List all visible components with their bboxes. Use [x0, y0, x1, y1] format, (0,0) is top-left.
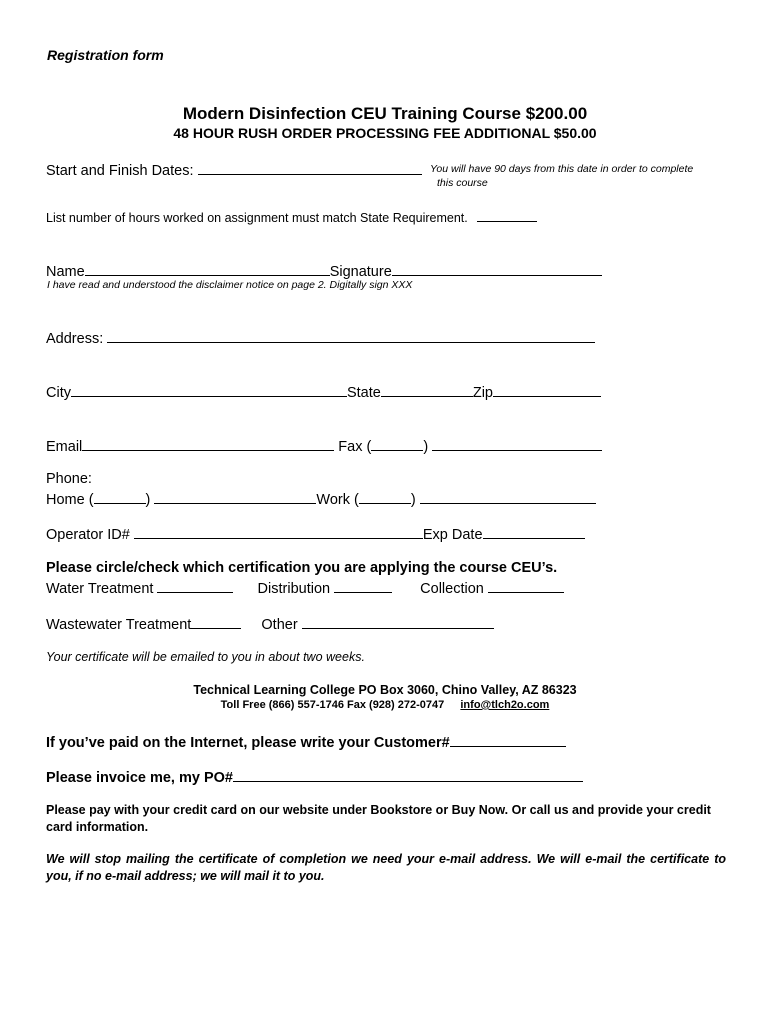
home-paren-close: )	[145, 492, 151, 508]
work-paren-close: )	[410, 492, 416, 508]
zip-field[interactable]	[493, 382, 601, 397]
phone-label: Phone:	[46, 471, 92, 487]
home-label: Home (	[46, 492, 94, 508]
work-number-field[interactable]	[420, 489, 596, 504]
dates-note-line1: You will have 90 days from this date in order to complete	[430, 163, 694, 175]
work-area-code-field[interactable]	[359, 489, 411, 504]
address-field[interactable]	[107, 328, 595, 343]
certification-heading: Please circle/check which certification you are applying the course CEU’s.	[46, 560, 558, 576]
collection-label: Collection	[420, 581, 484, 597]
city-state-zip-row	[46, 382, 601, 401]
city-label: City	[46, 385, 71, 401]
home-area-code-field[interactable]	[94, 489, 146, 504]
address-label: Address:	[46, 331, 104, 347]
hours-field[interactable]	[477, 209, 537, 222]
email-fax-row	[46, 436, 602, 455]
name-signature-row	[46, 261, 602, 280]
dates-field[interactable]	[198, 160, 422, 175]
water-treatment-label: Water Treatment	[46, 581, 154, 597]
city-field[interactable]	[71, 382, 347, 397]
operator-id-label: Operator ID#	[46, 527, 130, 543]
fax-paren-close: )	[423, 439, 429, 455]
rush-fee-notice: 48 HOUR RUSH ORDER PROCESSING FEE ADDITIONAL $50.00	[173, 125, 597, 141]
wastewater-treatment-field[interactable]	[191, 614, 241, 629]
po-number-label: Please invoice me, my PO#	[46, 770, 233, 786]
certificate-email-note: Your certificate will be emailed to you in about two weeks.	[46, 650, 365, 664]
work-label: Work (	[316, 492, 359, 508]
state-label: State	[346, 385, 381, 401]
name-field[interactable]	[85, 261, 330, 276]
disclaimer-note: I have read and understood the disclaimer notice on page 2. Digitally sign XXX	[47, 279, 413, 291]
water-treatment-field[interactable]	[157, 578, 233, 593]
address-row	[46, 328, 595, 347]
home-number-field[interactable]	[154, 489, 316, 504]
credit-card-instructions: Please pay with your credit card on our website under Bookstore or Buy Now. Or call us and provide your credit card information.	[46, 803, 711, 834]
zip-label: Zip	[472, 385, 493, 401]
registration-form-label: Registration form	[47, 47, 164, 63]
signature-field[interactable]	[392, 261, 602, 276]
fax-area-code-field[interactable]	[371, 436, 423, 451]
distribution-field[interactable]	[334, 578, 392, 593]
customer-number-label: If you’ve paid on the Internet, please write your Customer#	[46, 735, 450, 751]
college-address: Technical Learning College PO Box 3060, Chino Valley, AZ 86323	[193, 683, 577, 697]
distribution-label: Distribution	[257, 581, 331, 597]
contact-line	[0, 699, 770, 711]
certification-row-1	[46, 578, 564, 597]
certification-row-2	[46, 614, 494, 633]
operator-row	[46, 524, 585, 543]
hours-label: List number of hours worked on assignment must match State Requirement.	[46, 211, 468, 225]
mailing-notice: We will stop mailing the certificate of completion we need your e-mail address. We will e-mail the certificate to you, if no e-mail address; we will mail it to you.	[46, 852, 726, 883]
fax-number-field[interactable]	[432, 436, 602, 451]
other-label: Other	[261, 617, 298, 633]
dates-label: Start and Finish Dates:	[46, 163, 194, 179]
course-title: Modern Disinfection CEU Training Course $200.00	[182, 104, 588, 123]
dates-note-line2: this course	[437, 177, 488, 189]
fax-label: Fax (	[338, 439, 372, 455]
contact-email-link[interactable]: info@tlch2o.com	[460, 699, 550, 711]
customer-number-row	[46, 732, 566, 751]
name-label: Name	[46, 264, 85, 280]
email-label: Email	[46, 439, 83, 455]
other-field[interactable]	[302, 614, 494, 629]
state-field[interactable]	[381, 382, 473, 397]
signature-label: Signature	[329, 264, 392, 280]
exp-date-label: Exp Date	[422, 527, 483, 543]
po-number-field[interactable]	[233, 767, 583, 782]
collection-field[interactable]	[488, 578, 564, 593]
wastewater-treatment-label: Wastewater Treatment	[46, 617, 192, 633]
operator-id-field[interactable]	[134, 524, 423, 539]
customer-number-field[interactable]	[450, 732, 566, 747]
phone-row	[46, 489, 596, 508]
po-number-row	[46, 767, 583, 786]
exp-date-field[interactable]	[483, 524, 585, 539]
phone-fax-text: Toll Free (866) 557-1746 Fax (928) 272-0747	[220, 699, 445, 711]
dates-row	[46, 160, 422, 179]
hours-row	[46, 209, 537, 225]
email-field[interactable]	[82, 436, 334, 451]
